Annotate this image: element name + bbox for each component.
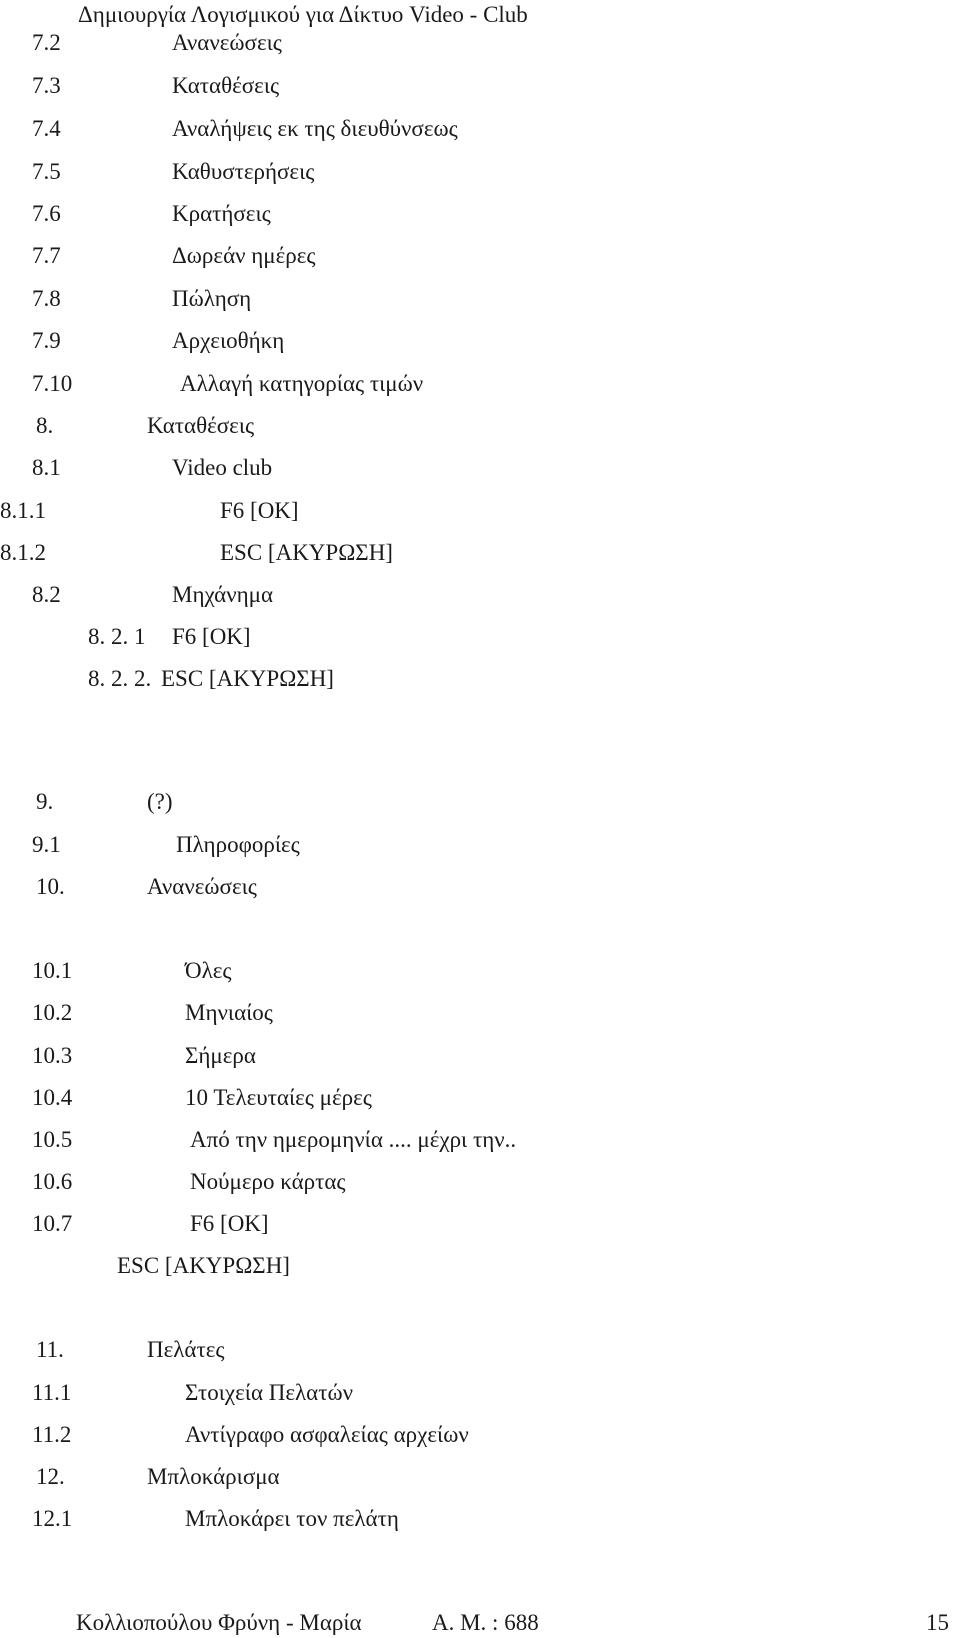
item-number: 8. — [36, 413, 54, 438]
item-number: 12. — [36, 1464, 65, 1489]
item-number: 8. 2. 1 — [88, 624, 146, 649]
item-number: 8.1.1 — [0, 498, 46, 523]
page-header-title: Δημιουργία Λογισμικού για Δίκτυο Video - Club — [78, 2, 528, 27]
item-label: Στοιχεία Πελατών — [185, 1380, 354, 1405]
item-label: F6 [OK] — [172, 624, 251, 649]
item-number: 7.4 — [32, 116, 61, 141]
item-label: ESC [ΑΚΥΡΩΣΗ] — [117, 1253, 290, 1278]
item-label: F6 [OK] — [220, 498, 299, 523]
item-label: Σήμερα — [185, 1043, 256, 1068]
item-number: 8.1.2 — [0, 540, 46, 565]
item-label: Πελάτες — [147, 1337, 225, 1362]
item-number: 11. — [36, 1337, 64, 1362]
item-label: Πληροφορίες — [176, 832, 300, 857]
item-label: Ανανεώσεις — [172, 30, 282, 55]
item-label: ESC [ΑΚΥΡΩΣΗ] — [161, 666, 334, 691]
item-label: F6 [OK] — [190, 1211, 269, 1236]
item-label: Μηνιαίος — [185, 1000, 273, 1025]
item-number: 9. — [36, 789, 54, 814]
page-footer — [0, 1608, 960, 1638]
item-number: 10.6 — [32, 1169, 73, 1194]
item-number: 8.1 — [32, 455, 61, 480]
item-label: 10 Τελευταίες μέρες — [185, 1085, 372, 1110]
item-number: 8.2 — [32, 582, 61, 607]
item-number: 10.4 — [32, 1085, 73, 1110]
item-label: Μπλοκάρει τον πελάτη — [185, 1506, 399, 1531]
page-number: 15 — [926, 1610, 949, 1635]
item-label: Μπλοκάρισμα — [147, 1464, 280, 1489]
item-number: 8. 2. 2. — [88, 666, 152, 691]
item-number: 12.1 — [32, 1506, 73, 1531]
item-number: 7.3 — [32, 73, 61, 98]
item-number: 10.3 — [32, 1043, 73, 1068]
item-number: 10.2 — [32, 1000, 73, 1025]
item-number: 10.7 — [32, 1211, 73, 1236]
item-label: Αλλαγή κατηγορίας τιμών — [180, 371, 424, 396]
item-number: 7.7 — [32, 243, 61, 268]
item-label: Ανανεώσεις — [147, 874, 257, 899]
item-label: Από την ημερομηνία .... μέχρι την.. — [190, 1127, 517, 1152]
item-number: 9.1 — [32, 832, 61, 857]
item-number: 7.9 — [32, 328, 61, 353]
footer-student-id: Α. Μ. : 688 — [432, 1610, 539, 1635]
item-number: 7.2 — [32, 30, 61, 55]
item-number: 11.2 — [32, 1422, 72, 1447]
item-label: (?) — [147, 789, 173, 814]
item-number: 7.5 — [32, 159, 61, 184]
item-label: Μηχάνημα — [172, 582, 274, 607]
item-label: Πώληση — [172, 286, 252, 311]
item-label: Video club — [172, 455, 273, 480]
item-label: Αναλήψεις εκ της διευθύνσεως — [172, 116, 458, 141]
footer-author: Κολλιοπούλου Φρύνη - Μαρία — [76, 1610, 362, 1635]
item-number: 7.8 — [32, 286, 61, 311]
item-label: Καταθέσεις — [172, 73, 280, 98]
item-number: 7.10 — [32, 371, 73, 396]
item-number: 7.6 — [32, 201, 61, 226]
item-number: 10. — [36, 874, 65, 899]
item-label: Νούμερο κάρτας — [190, 1169, 346, 1194]
item-label: Κρατήσεις — [172, 201, 271, 226]
item-label: ESC [ΑΚΥΡΩΣΗ] — [220, 540, 393, 565]
item-label: Αντίγραφο ασφαλείας αρχείων — [185, 1422, 469, 1447]
item-label: Όλες — [185, 958, 232, 983]
item-number: 11.1 — [32, 1380, 72, 1405]
item-label: Καταθέσεις — [147, 413, 255, 438]
item-label: Αρχειοθήκη — [172, 328, 285, 353]
item-number: 10.1 — [32, 958, 73, 983]
item-label: Δωρεάν ημέρες — [172, 243, 316, 268]
item-label: Καθυστερήσεις — [172, 159, 315, 184]
item-number: 10.5 — [32, 1127, 73, 1152]
